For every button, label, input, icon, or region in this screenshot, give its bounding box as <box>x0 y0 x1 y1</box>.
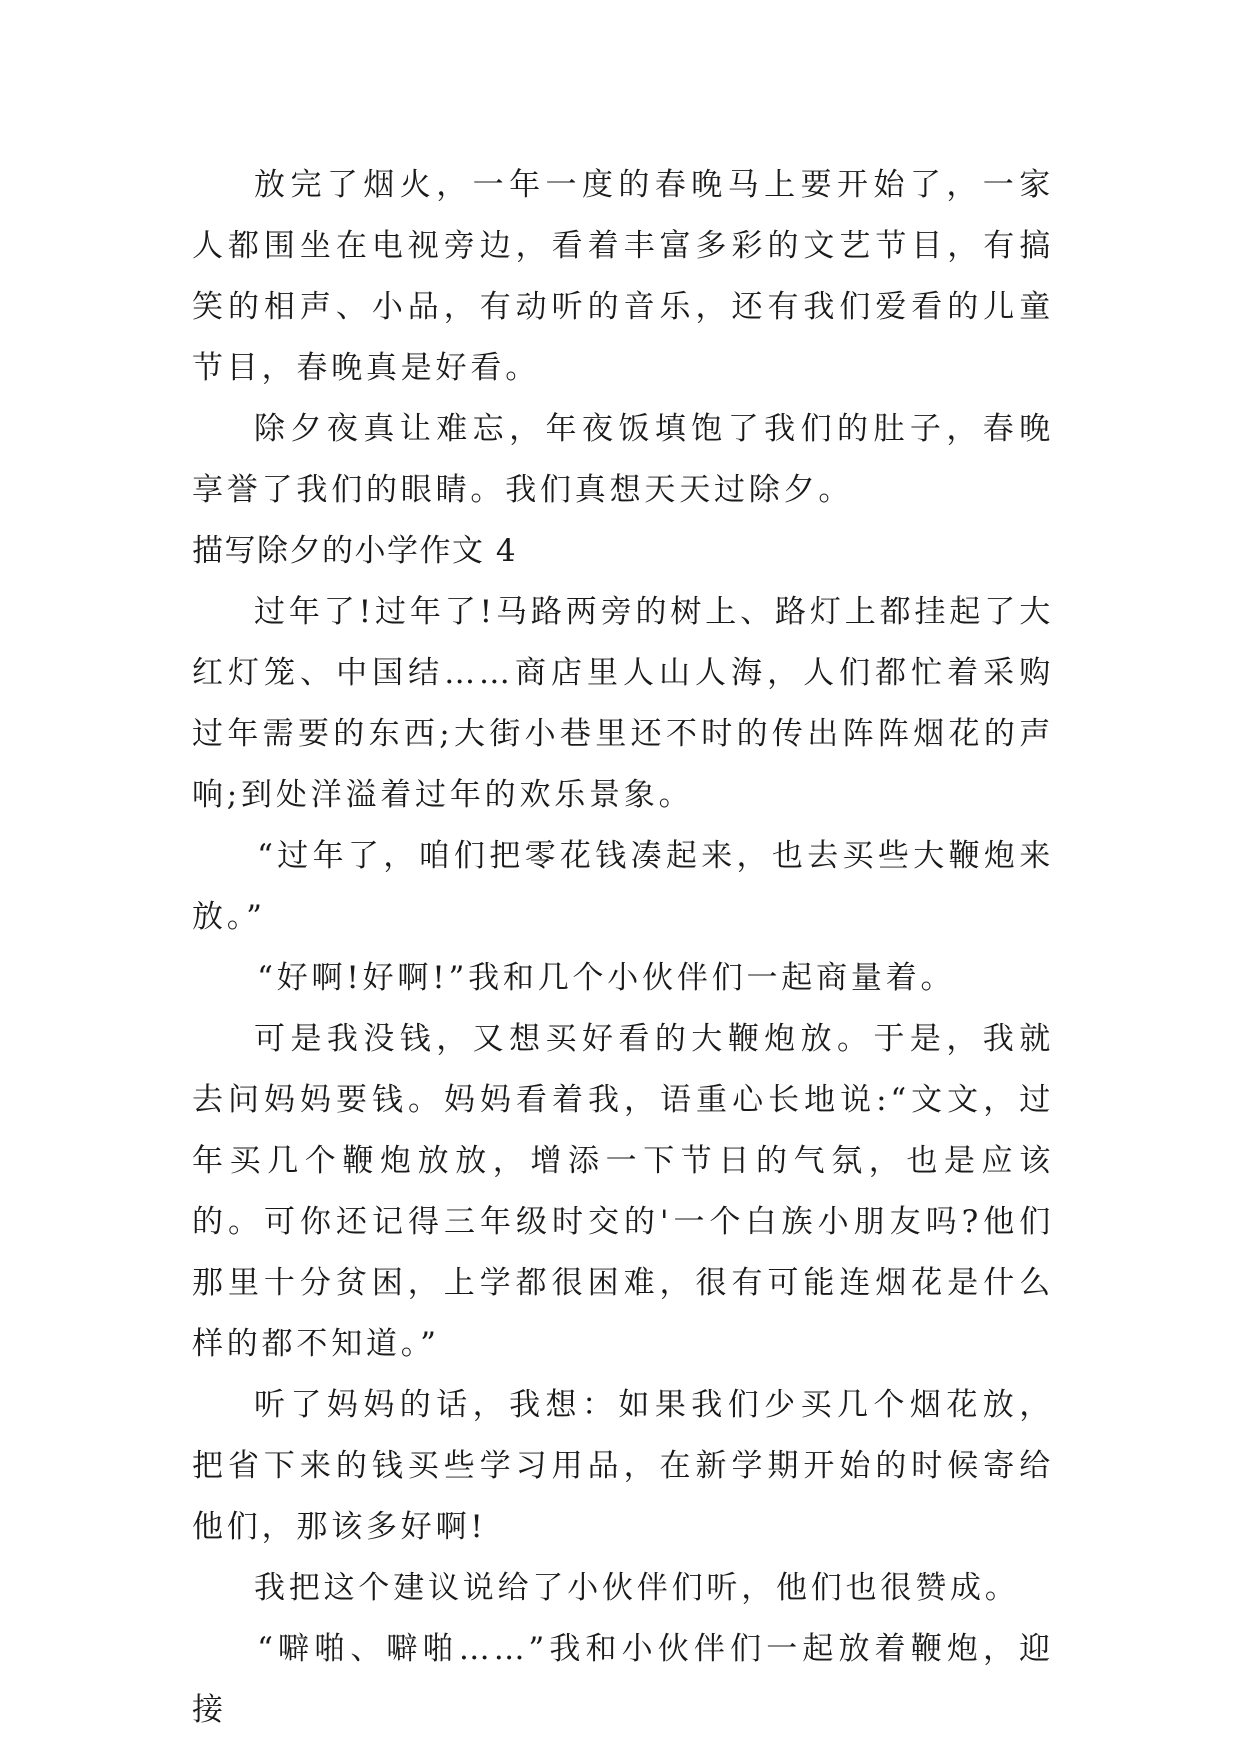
paragraph: 可是我没钱，又想买好看的大鞭炮放。于是，我就去问妈妈要钱。妈妈看着我，语重心长地说:“文文，过年买几个鞭炮放放，增添一下节日的气氛，也是应该的。可你还记得三年级时交的'一个白族小朋友吗?他们那里十分贫困，上学都很困难，很有可能连烟花是什么样的都不知道。” <box>192 1021 1054 1362</box>
paragraph: “噼啪、噼啪……”我和小伙伴们一起放着鞭炮，迎接 <box>192 1631 1054 1728</box>
paragraph: 放完了烟火，一年一度的春晚马上要开始了，一家人都围坐在电视旁边，看着丰富多彩的文艺节目，有搞笑的相声、小品，有动听的音乐，还有我们爱看的儿童节目，春晚真是好看。 <box>192 167 1054 386</box>
section-heading: 描写除夕的小学作文 4 <box>192 533 518 569</box>
paragraph: 过年了!过年了!马路两旁的树上、路灯上都挂起了大红灯笼、中国结……商店里人山人海，人们都忙着采购过年需要的东西;大街小巷里还不时的传出阵阵烟花的声响;到处洋溢着过年的欢乐景象。 <box>192 594 1054 813</box>
document-body <box>192 155 1054 1741</box>
paragraph: 除夕夜真让难忘，年夜饭填饱了我们的肚子，春晚享誉了我们的眼睛。我们真想天天过除夕。 <box>192 411 1054 508</box>
paragraph: 我把这个建议说给了小伙伴们听，他们也很赞成。 <box>254 1570 1020 1606</box>
paragraph: “过年了，咱们把零花钱凑起来，也去买些大鞭炮来放。” <box>192 838 1054 935</box>
paragraph: “好啊!好啊!”我和几个小伙伴们一起商量着。 <box>257 960 956 996</box>
paragraph: 听了妈妈的话，我想：如果我们少买几个烟花放，把省下来的钱买些学习用品，在新学期开始的时候寄给他们，那该多好啊! <box>192 1387 1054 1545</box>
